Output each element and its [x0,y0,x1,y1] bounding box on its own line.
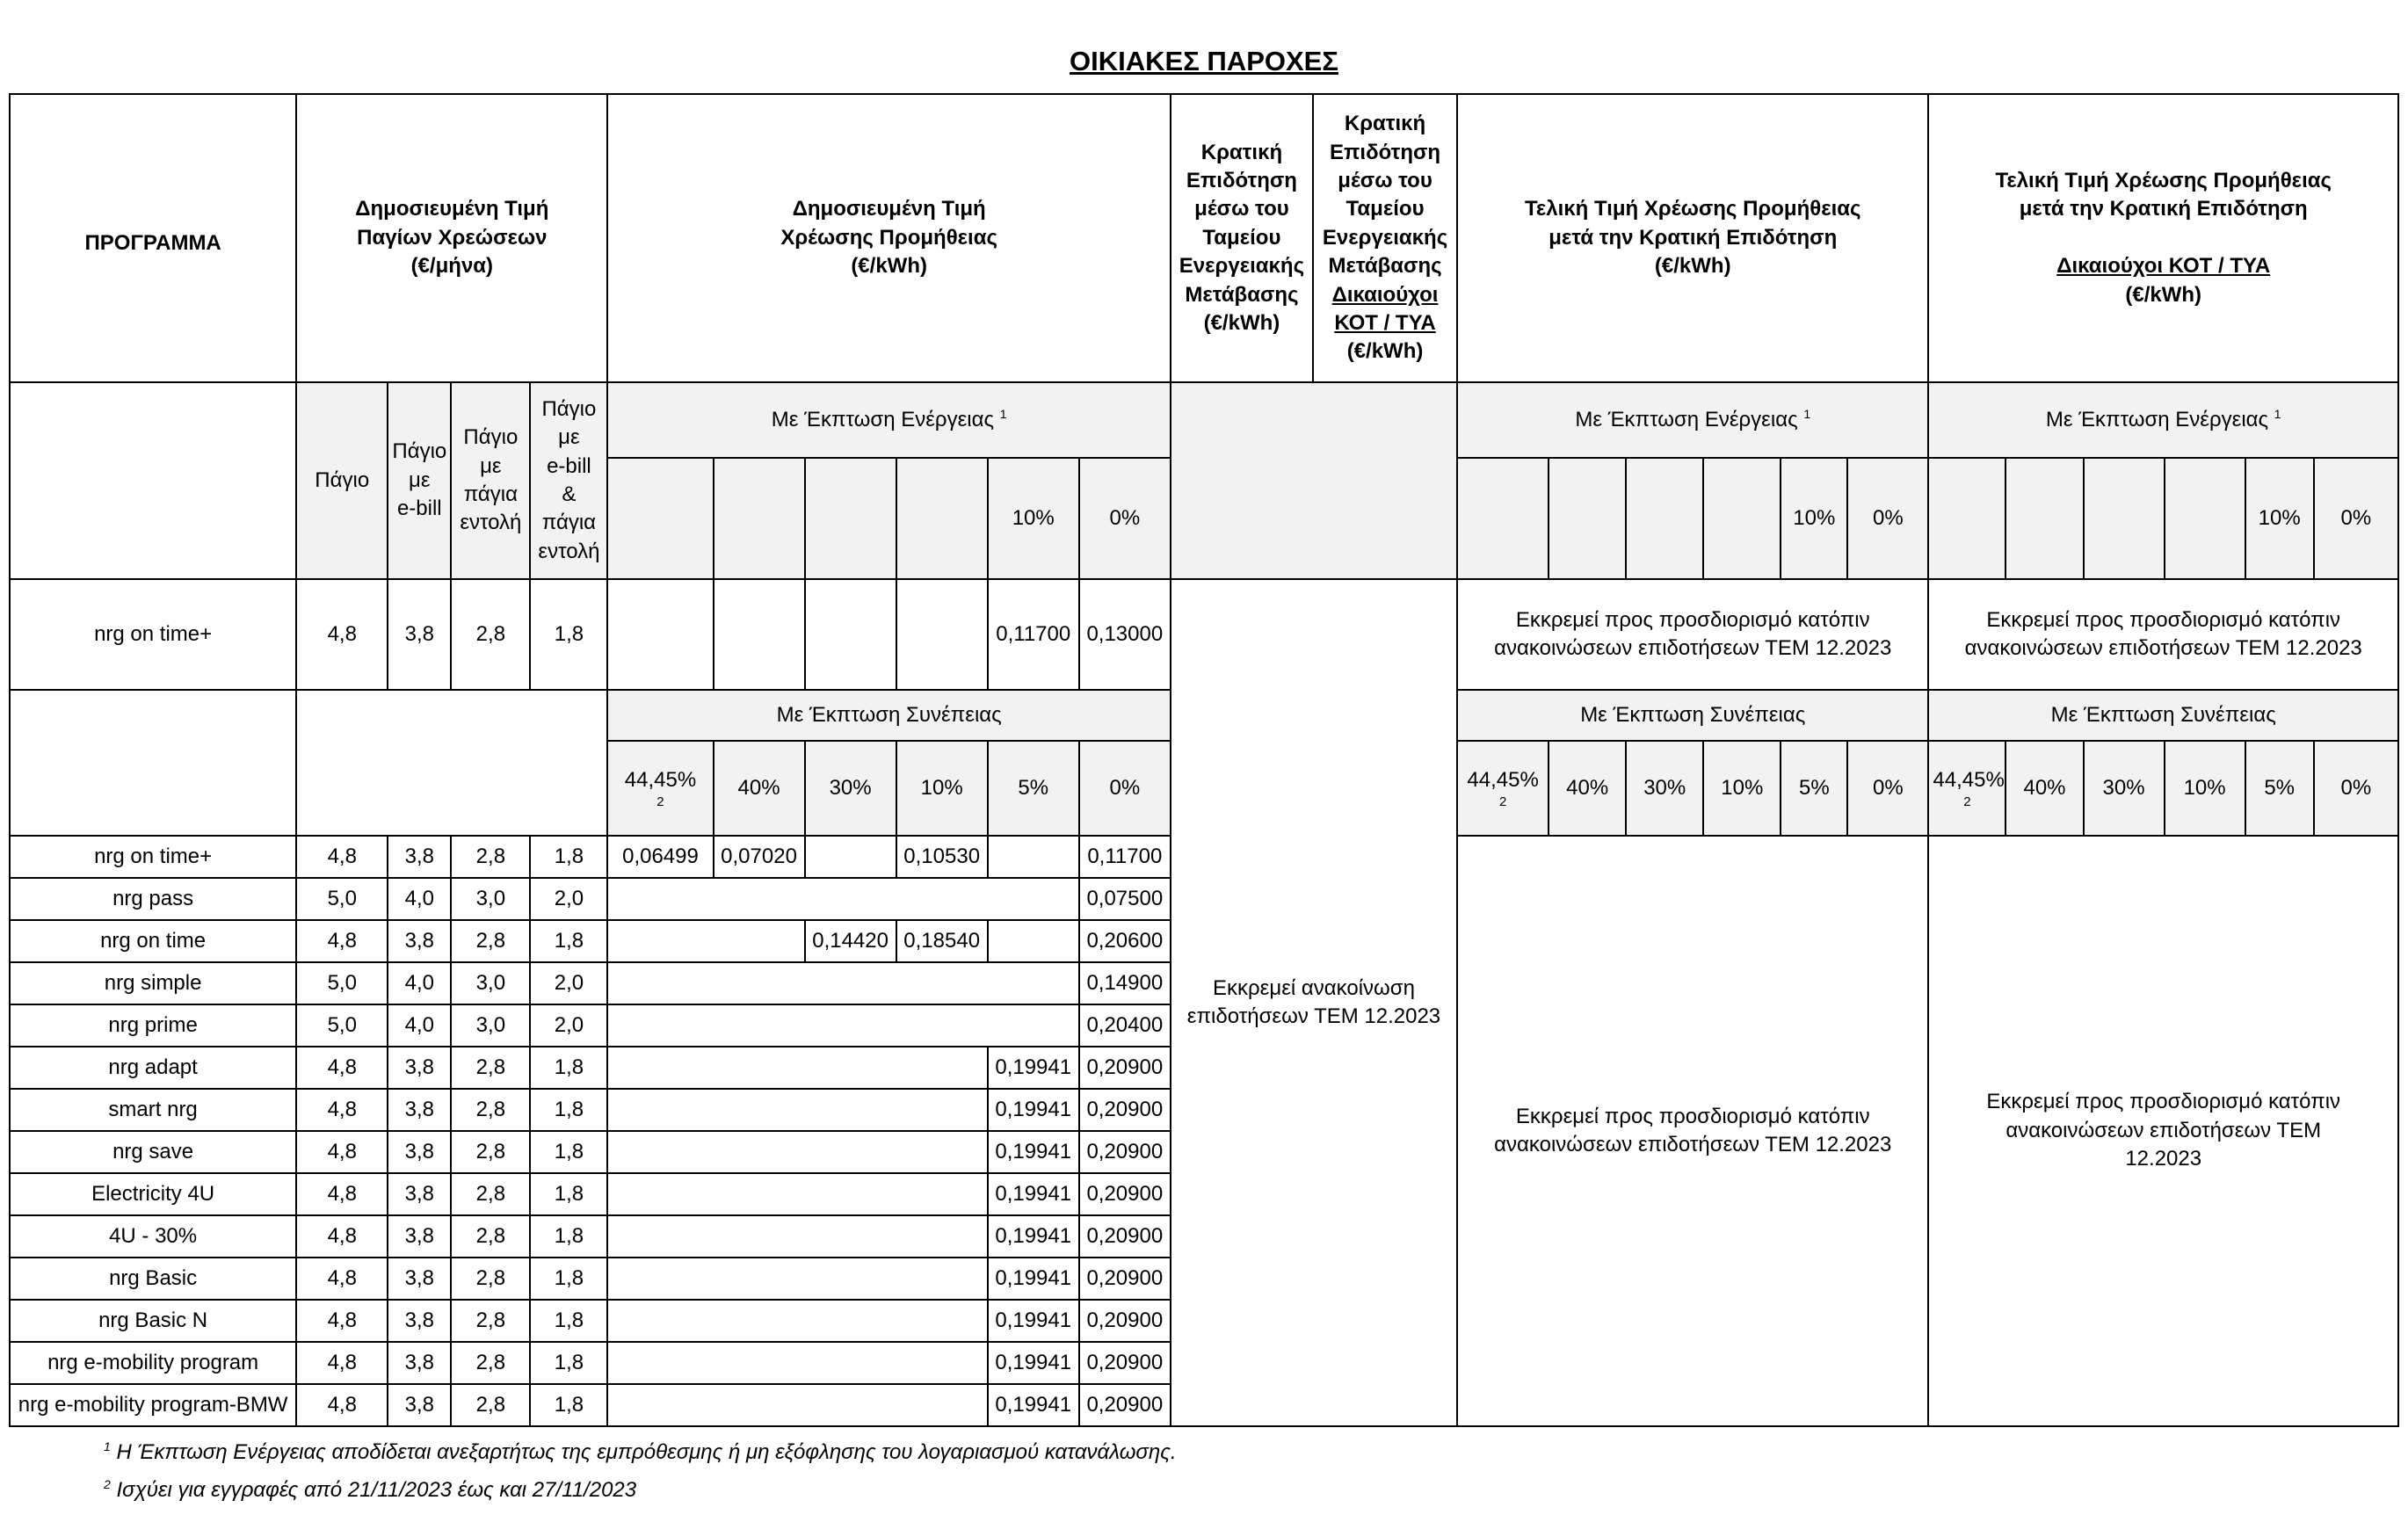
fixed-value: 2,8 [451,836,530,878]
price-value: 0,19941 [988,1173,1079,1215]
footnote-2: $^2$ Ισχύει για εγγραφές από 21/11/2023 έως και 27/11/2023 [104,1477,637,1502]
price-value: 0,14420 [805,920,896,962]
fixed-value: 3,8 [388,836,451,878]
fixed-value: 4,8 [296,1384,388,1426]
fixed-value: 2,0 [530,962,607,1004]
price-value: 0,20900 [1079,1173,1171,1215]
subsidy-pending: Εκκρεμεί ανακοίνωση επιδοτήσεων ΤΕΜ 12.2023 [1171,579,1457,1426]
fixed-value: 1,8 [530,1300,607,1342]
final-consistency-discount-label: Με Έκπτωση Συνέπειας [1457,690,1928,741]
price-empty [607,1300,987,1342]
fixed-value: 1,8 [530,1258,607,1300]
price-value: 0,13000 [1079,579,1171,690]
final-kot-pct-0: 0% [2314,458,2398,579]
price-value: 0,19941 [988,1258,1079,1300]
price-value: 0,19941 [988,1089,1079,1131]
final-kot-energy-discount-label: Με Έκπτωση Ενέργειας $^1$ [1928,382,2398,458]
fixed-col-standing-order: Πάγιο με πάγια εντολή [451,382,530,579]
price-value: 0,20900 [1079,1131,1171,1173]
fixed-value: 3,8 [388,1258,451,1300]
price-value: 0,19941 [988,1300,1079,1342]
price-value: 0,20900 [1079,1384,1171,1426]
final-kot-pct-30: 30% [2084,741,2165,836]
program-name: nrg save [10,1131,296,1173]
fixed-value: 4,0 [388,1004,451,1047]
program-name: nrg on time [10,920,296,962]
fixed-value: 3,8 [388,920,451,962]
price-empty [607,1258,987,1300]
fixed-value: 2,0 [530,878,607,920]
final-kot-pct-0: 0% [2314,741,2398,836]
fixed-value: 5,0 [296,962,388,1004]
fixed-value: 5,0 [296,878,388,920]
subsidy-header: Κρατική Επιδότηση μέσω του Ταμείου Ενεργειακής Μετάβασης (€/kWh) [1171,94,1313,382]
fixed-value: 2,8 [451,1215,530,1258]
subsidy-kot-header: Κρατική Επιδότηση μέσω του Ταμείου Ενεργειακής Μετάβασης Δικαιούχοι ΚΟΤ / ΤΥΑ (€/kWh) [1313,94,1457,382]
final-kot-pct-40: 40% [2005,741,2083,836]
program-name: nrg adapt [10,1047,296,1089]
energy-discount-label: Με Έκπτωση Ενέργειας $^1$ [607,382,1170,458]
final-pct-40: 40% [1549,741,1626,836]
subheader-row-energy [10,382,2398,458]
price-empty [988,836,1079,878]
price-value: 0,19941 [988,1215,1079,1258]
pct-5: 5% [988,741,1079,836]
fixed-value: 2,8 [451,920,530,962]
price-empty [805,836,896,878]
fixed-value: 3,8 [388,1173,451,1215]
price-value: 0,19941 [988,1384,1079,1426]
price-empty [607,1215,987,1258]
price-value: 0,07020 [714,836,805,878]
price-empty [607,1342,987,1384]
program-name: smart nrg [10,1089,296,1131]
consistency-discount-label: Με Έκπτωση Συνέπειας [607,690,1170,741]
page-title: ΟΙΚΙΑΚΕΣ ΠΑΡΟΧΕΣ [1070,46,1338,76]
fixed-value: 4,8 [296,1173,388,1215]
fixed-value: 3,0 [451,962,530,1004]
program-subheader-blank [10,382,296,579]
fixed-value: 2,8 [451,1047,530,1089]
price-value: 0,20400 [1079,1004,1171,1047]
fixed-value: 3,0 [451,1004,530,1047]
program-name: 4U - 30% [10,1215,296,1258]
subsidy-subheader-blank [1171,382,1457,579]
final-pct-0: 0% [1847,458,1928,579]
final-kot-pct-44: 44,45% 2 [1928,741,2005,836]
final-pct-0: 0% [1847,741,1928,836]
final-pct-30: 30% [1626,741,1703,836]
price-empty [607,1384,987,1426]
final-pct-10: 10% [1703,741,1781,836]
final-pct-10: 10% [1781,458,1847,579]
pct-10: 10% [988,458,1079,579]
price-value: 0,11700 [1079,836,1171,878]
final-price-kot-header: Τελική Τιμή Χρέωσης Προμήθειας μετά την Κρατική Επιδότηση Δικαιούχοι ΚΟΤ / ΤΥΑ (€/kWh) [1928,94,2398,382]
fixed-value: 2,8 [451,1342,530,1384]
price-value: 0,11700 [988,579,1079,690]
final-kot-pending-2: Εκκρεμεί προς προσδιορισμό κατόπιν ανακοινώσεων επιδοτήσεων ΤΕΜ 12.2023 [1928,836,2398,1426]
price-empty [607,1131,987,1173]
fixed-value: 1,8 [530,579,607,690]
fixed-value: 3,8 [388,1131,451,1173]
fixed-col-ebill-standing-order: Πάγιο με e-bill & πάγια εντολή [530,382,607,579]
price-empty [607,920,804,962]
fixed-value: 4,8 [296,1215,388,1258]
fixed-value: 1,8 [530,1173,607,1215]
final-pct-44: 44,45% 2 [1457,741,1549,836]
price-value: 0,19941 [988,1342,1079,1384]
price-value: 0,07500 [1079,878,1171,920]
fixed-value: 4,0 [388,878,451,920]
fixed-value: 4,8 [296,920,388,962]
price-empty [988,920,1079,962]
table-row [10,579,2398,690]
price-value: 0,14900 [1079,962,1171,1004]
fixed-value: 2,8 [451,1173,530,1215]
final-pending-1: Εκκρεμεί προς προσδιορισμό κατόπιν ανακοινώσεων επιδοτήσεων ΤΕΜ 12.2023 [1457,579,1928,690]
fixed-value: 1,8 [530,1089,607,1131]
price-value: 0,10530 [896,836,988,878]
price-value: 0,20900 [1079,1258,1171,1300]
fixed-value: 1,8 [530,920,607,962]
pct-40: 40% [714,741,805,836]
program-name: nrg e-mobility program-BMW [10,1384,296,1426]
fixed-charge-header: Δημοσιευμένη Τιμή Παγίων Χρεώσεων (€/μήνα) [296,94,607,382]
pct-10: 10% [896,741,988,836]
fixed-value: 2,8 [451,579,530,690]
fixed-value: 1,8 [530,1131,607,1173]
program-name: nrg on time+ [10,579,296,690]
fixed-value: 4,8 [296,579,388,690]
fixed-value: 2,8 [451,1300,530,1342]
final-energy-discount-label: Με Έκπτωση Ενέργειας $^1$ [1457,382,1928,458]
price-empty [607,1089,987,1131]
price-value: 0,20900 [1079,1215,1171,1258]
price-value: 0,19941 [988,1047,1079,1089]
price-empty [607,1004,1078,1047]
footnotes [104,1431,1177,1506]
fixed-col-ebill: Πάγιο με e-bill [388,382,451,579]
program-name: nrg pass [10,878,296,920]
fixed-value: 4,8 [296,1300,388,1342]
pct-44: 44,45% 2 [607,741,713,836]
fixed-value: 1,8 [530,1342,607,1384]
fixed-value: 2,0 [530,1004,607,1047]
price-value: 0,20900 [1079,1300,1171,1342]
price-value: 0,18540 [896,920,988,962]
fixed-value: 4,0 [388,962,451,1004]
fixed-value: 1,8 [530,1047,607,1089]
program-name: nrg Basic N [10,1300,296,1342]
program-name: Electricity 4U [10,1173,296,1215]
price-value: 0,20900 [1079,1089,1171,1131]
program-name: nrg Basic [10,1258,296,1300]
fixed-value: 2,8 [451,1089,530,1131]
final-price-header: Τελική Τιμή Χρέωσης Προμήθειας μετά την Κρατική Επιδότηση (€/kWh) [1457,94,1928,382]
fixed-value: 4,8 [296,836,388,878]
pct-30: 30% [805,741,896,836]
pct-0: 0% [1079,741,1171,836]
price-empty [607,962,1078,1004]
fixed-value: 4,8 [296,1047,388,1089]
fixed-value: 3,0 [451,878,530,920]
tariff-table [9,93,2399,1427]
price-value: 0,20600 [1079,920,1171,962]
price-value: 0,06499 [607,836,713,878]
fixed-value: 4,8 [296,1131,388,1173]
final-kot-consistency-discount-label: Με Έκπτωση Συνέπειας [1928,690,2398,741]
fixed-col-plain: Πάγιο [296,382,388,579]
fixed-value: 3,8 [388,1300,451,1342]
fixed-value: 3,8 [388,1047,451,1089]
price-value: 0,20900 [1079,1342,1171,1384]
footnote-1: $^1$ Η Έκπτωση Ενέργειας αποδίδεται ανεξαρτήτως της εμπρόθεσμης ή μη εξόφλησης του λογαριασμού κατανάλωσης. [104,1439,1177,1464]
fixed-value: 5,0 [296,1004,388,1047]
program-name: nrg simple [10,962,296,1004]
fixed-value: 3,8 [388,1215,451,1258]
program-name: nrg on time+ [10,836,296,878]
final-pct-5: 5% [1781,741,1847,836]
fixed-value: 2,8 [451,1384,530,1426]
fixed-value: 2,8 [451,1258,530,1300]
price-empty [607,1173,987,1215]
fixed-value: 3,8 [388,579,451,690]
price-value: 0,20900 [1079,1047,1171,1089]
supply-charge-header: Δημοσιευμένη Τιμή Χρέωσης Προμήθειας (€/kWh) [607,94,1170,382]
fixed-value: 1,8 [530,1215,607,1258]
final-kot-pending-1: Εκκρεμεί προς προσδιορισμό κατόπιν ανακοινώσεων επιδοτήσεων ΤΕΜ 12.2023 [1928,579,2398,690]
final-kot-pct-5: 5% [2245,741,2314,836]
pct-0: 0% [1079,458,1171,579]
fixed-value: 1,8 [530,836,607,878]
header-row [10,94,2398,382]
fixed-value: 4,8 [296,1342,388,1384]
fixed-value: 3,8 [388,1384,451,1426]
final-kot-pct-10: 10% [2245,458,2314,579]
program-header: ΠΡΟΓΡΑΜΜΑ [10,94,296,382]
fixed-value: 3,8 [388,1342,451,1384]
price-empty [607,878,1078,920]
fixed-value: 4,8 [296,1258,388,1300]
fixed-value: 1,8 [530,1384,607,1426]
final-pending-2: Εκκρεμεί προς προσδιορισμό κατόπιν ανακοινώσεων επιδοτήσεων ΤΕΜ 12.2023 [1457,836,1928,1426]
final-kot-pct-10: 10% [2165,741,2245,836]
fixed-value: 3,8 [388,1089,451,1131]
price-empty [607,1047,987,1089]
program-name: nrg prime [10,1004,296,1047]
fixed-value: 4,8 [296,1089,388,1131]
program-name: nrg e-mobility program [10,1342,296,1384]
price-value: 0,19941 [988,1131,1079,1173]
fixed-value: 2,8 [451,1131,530,1173]
